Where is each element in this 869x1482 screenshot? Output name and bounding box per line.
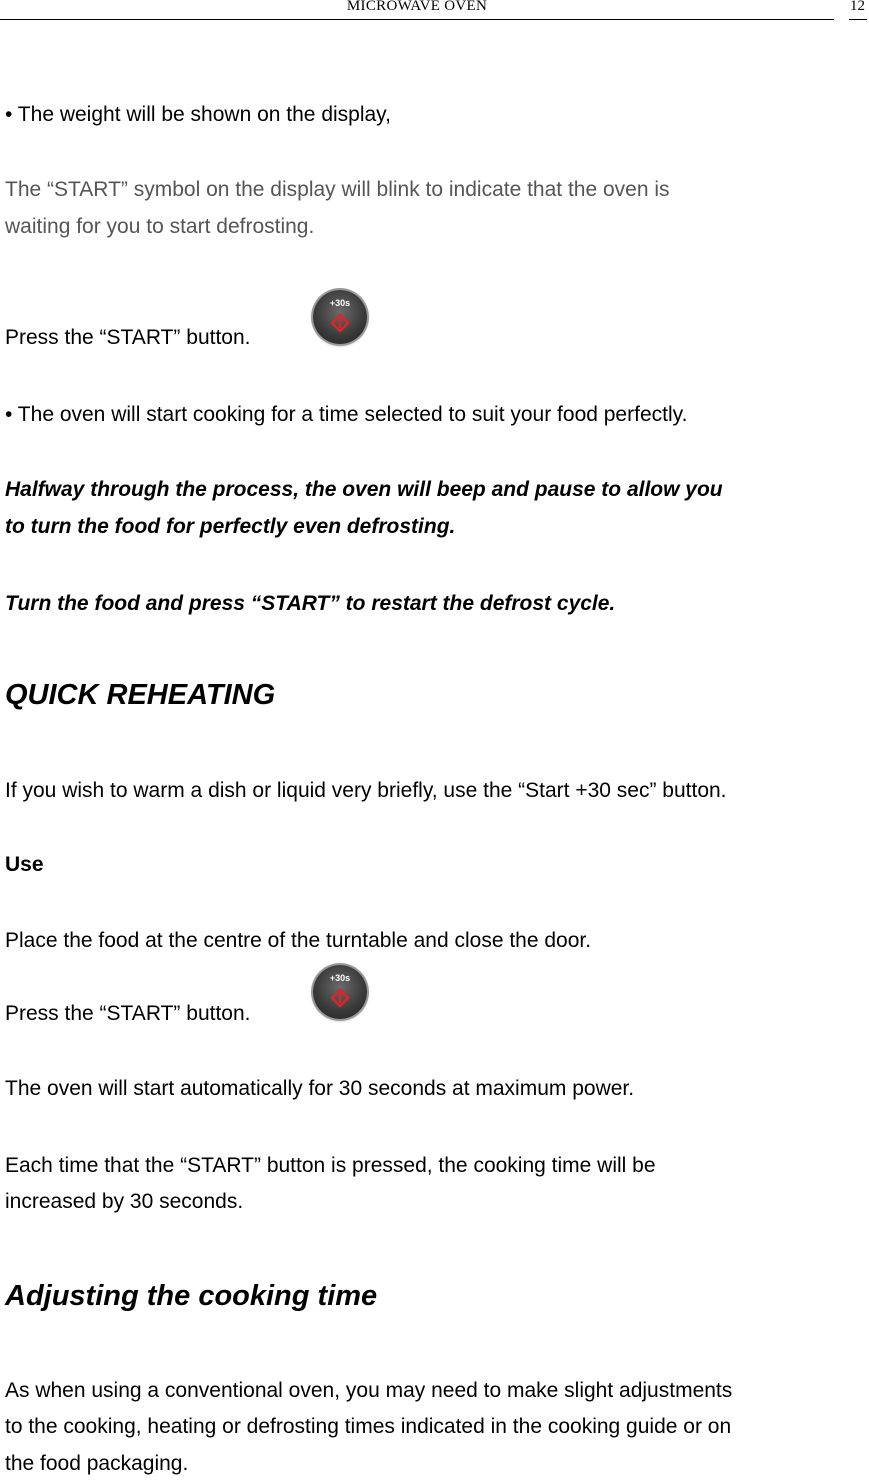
- start-symbol-text-1: The “START” symbol on the display will blink to indicate that the oven is: [5, 178, 670, 201]
- page-number: 12: [850, 0, 865, 14]
- oven-start-text: • The oven will start cooking for a time selected to suit your food perfectly.: [5, 403, 688, 426]
- place-food-text: Place the food at the centre of the turntable and close the door.: [5, 929, 592, 952]
- press-start-text-2: Press the “START” button.: [5, 1002, 251, 1025]
- conventional-text-3: the food packaging.: [5, 1452, 189, 1475]
- auto-start-text: The oven will start automatically for 30 seconds at maximum power.: [5, 1077, 635, 1100]
- use-label: Use: [5, 853, 44, 876]
- halfway-text-2: to turn the food for perfectly even defrosting.: [5, 515, 456, 538]
- quick-reheating-heading: QUICK REHEATING: [5, 679, 276, 711]
- start-symbol-icon: [330, 988, 350, 1008]
- conventional-text-1: As when using a conventional oven, you may need to make slight adjustments: [5, 1379, 733, 1402]
- start-plus-30s-icon: [313, 290, 367, 344]
- start-symbol-text-2: waiting for you to start defrosting.: [5, 215, 315, 238]
- start-icon-label: +30s: [329, 973, 351, 983]
- conventional-text-2: to the cooking, heating or defrosting times indicated in the cooking guide or on: [5, 1415, 732, 1438]
- start-plus-30s-icon: [313, 965, 367, 1019]
- press-start-text-1: Press the “START” button.: [5, 326, 251, 349]
- wish-warm-text: If you wish to warm a dish or liquid very briefly, use the “Start +30 sec” button.: [5, 779, 727, 802]
- header-title: MICROWAVE OVEN: [346, 0, 488, 14]
- each-time-text-1: Each time that the “START” button is pressed, the cooking time will be: [5, 1154, 656, 1177]
- adjusting-time-heading: Adjusting the cooking time: [5, 1280, 378, 1312]
- start-symbol-icon: [330, 313, 350, 333]
- halfway-text-1: Halfway through the process, the oven will beep and pause to allow you: [5, 478, 723, 501]
- header-rule: [0, 19, 834, 20]
- each-time-text-2: increased by 30 seconds.: [5, 1190, 244, 1213]
- weight-shown-text: • The weight will be shown on the display,: [5, 103, 391, 126]
- start-icon-label: +30s: [329, 298, 351, 308]
- page-number-rule: [849, 19, 867, 20]
- turn-food-text: Turn the food and press “START” to restart the defrost cycle.: [5, 592, 616, 615]
